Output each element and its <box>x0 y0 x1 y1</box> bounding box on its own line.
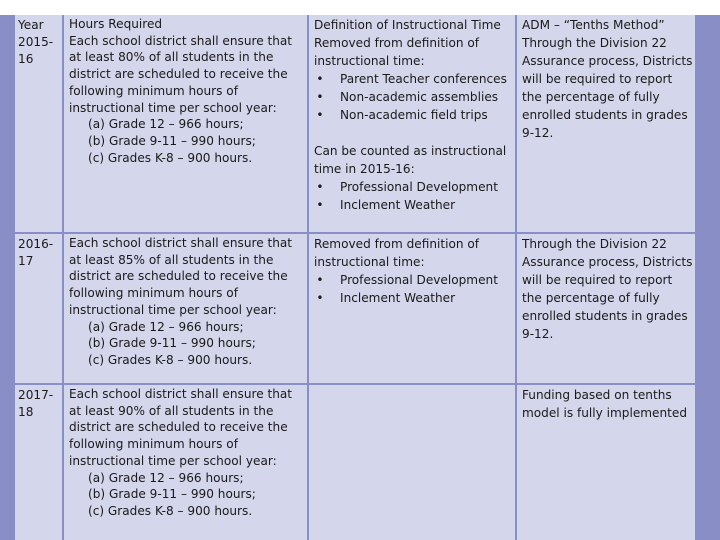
removed-item: • Professional Development <box>314 271 513 289</box>
definition-cell-2017-18 <box>309 385 515 540</box>
grade-12-hours: (a) Grade 12 – 966 hours; <box>88 319 244 334</box>
year-cell-2016-17 <box>15 234 62 383</box>
hours-intro: Each school district shall ensure that at least 85% of all students in the district are scheduled to receive the following minimum hours of instructional time per school year: <box>69 236 293 317</box>
counted-intro: Can be counted as instructional time in 2015-16: <box>314 144 507 176</box>
hours-cell-2017-18 <box>64 385 307 540</box>
hours-cell-2016-17 <box>64 234 307 383</box>
adm-cell-2016-17 <box>517 234 695 383</box>
bullet-icon: • <box>316 72 324 86</box>
bullet-icon: • <box>316 108 324 122</box>
bullet-icon: • <box>316 90 324 104</box>
grade-k-8-hours: (c) Grades K-8 – 900 hours. <box>88 150 253 165</box>
year-value: 2015-16 <box>18 35 54 66</box>
hours-intro: Each school district shall ensure that at least 90% of all students in the district are scheduled to receive the following minimum hours of instructional time per school year: <box>69 387 293 468</box>
removed-intro: Removed from definition of instructional time: <box>314 36 480 68</box>
bullet-icon: • <box>316 273 324 287</box>
adm-text: Through the Division 22 Assurance process, Districts will be required to report the percentage of fully enrolled students in grades 9-12. <box>522 36 693 140</box>
year-cell-2015-16 <box>15 15 62 232</box>
removed-item: • Inclement Weather <box>314 289 513 307</box>
adm-text: Funding based on tenths model is fully implemented <box>522 388 688 420</box>
grade-9-11-hours: (b) Grade 9-11 – 990 hours; <box>88 133 256 148</box>
hours-intro: Each school district shall ensure that at least 80% of all students in the district are scheduled to receive the following minimum hours of instructional time per school year: <box>69 33 293 115</box>
removed-item: • Non-academic assemblies <box>314 88 513 106</box>
definition-cell-2015-16 <box>309 15 515 232</box>
adm-cell-2017-18 <box>517 385 695 540</box>
definition-header: Definition of Instructional Time <box>314 18 501 32</box>
definition-cell-2016-17 <box>309 234 515 383</box>
adm-cell-2015-16 <box>517 15 695 232</box>
counted-item: • Professional Development <box>314 178 513 196</box>
grade-k-8-hours: (c) Grades K-8 – 900 hours. <box>88 352 253 367</box>
hours-cell-2015-16 <box>64 15 307 232</box>
removed-intro: Removed from definition of instructional time: <box>314 237 480 269</box>
removed-item: • Parent Teacher conferences <box>314 70 513 88</box>
adm-header: ADM – “Tenths Method” <box>522 18 665 32</box>
year-value: 2016-17 <box>18 237 54 268</box>
grade-k-8-hours: (c) Grades K-8 – 900 hours. <box>88 503 253 518</box>
grade-9-11-hours: (b) Grade 9-11 – 990 hours; <box>88 487 256 502</box>
grade-12-hours: (a) Grade 12 – 966 hours; <box>88 117 244 132</box>
bullet-icon: • <box>316 291 324 305</box>
year-value: 2017-18 <box>18 388 54 419</box>
year-cell-2017-18 <box>15 385 62 540</box>
hours-header: Hours Required <box>69 17 163 31</box>
grade-12-hours: (a) Grade 12 – 966 hours; <box>88 470 244 485</box>
bullet-icon: • <box>316 180 324 194</box>
adm-text: Through the Division 22 Assurance process, Districts will be required to report the percentage of fully enrolled students in grades 9-12. <box>522 237 693 341</box>
year-header: Year <box>18 18 44 32</box>
instructional-time-table <box>0 15 720 540</box>
removed-item: • Non-academic field trips <box>314 106 513 124</box>
bullet-icon: • <box>316 198 324 212</box>
grade-9-11-hours: (b) Grade 9-11 – 990 hours; <box>88 336 256 351</box>
counted-item: • Inclement Weather <box>314 196 513 214</box>
